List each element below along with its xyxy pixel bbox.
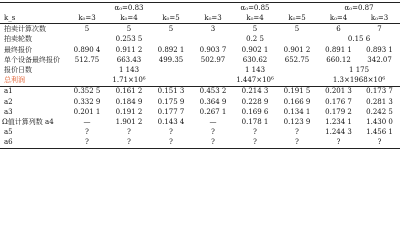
table-cell: 0.191 2 — [115, 107, 143, 116]
table-cell: 0.911 2 — [115, 45, 143, 54]
row-index: a6 — [0, 137, 66, 148]
table-cell: 7 — [359, 24, 400, 35]
table-cell: ? — [253, 128, 257, 137]
table-cell: ? — [211, 128, 215, 137]
table-row — [0, 35, 400, 45]
table-row — [0, 86, 400, 97]
table-cell: 3 — [192, 24, 234, 35]
table-cell: 5 — [66, 24, 108, 35]
table-cell: ? — [359, 137, 400, 148]
table-cell: 663.43 — [116, 55, 142, 64]
table-cell: 0.134 1 — [283, 107, 311, 116]
table-cell: 1.71×10⁶ — [66, 75, 192, 86]
table-cell: 1 175 — [349, 66, 370, 75]
table-cell: 512.75 — [74, 55, 100, 64]
table-cell: 1.244 3 — [325, 128, 352, 137]
table-row — [0, 65, 400, 75]
table-cell: ? — [85, 128, 89, 137]
group-label-text: Ω值计算列数 — [2, 117, 43, 126]
k-header-row — [0, 13, 400, 24]
table-cell: ? — [66, 137, 108, 148]
table-cell: — — [83, 117, 91, 126]
k-header: k₀=5 — [162, 14, 180, 23]
table-cell: 0.267 1 — [199, 107, 227, 116]
table-cell: 5 — [108, 24, 150, 35]
group-label — [0, 117, 66, 127]
table-cell: 0.214 3 — [241, 87, 269, 96]
table-cell: 5 — [150, 24, 192, 35]
k-header: k₀=3 — [78, 14, 96, 23]
table-cell: 0.175 9 — [157, 97, 185, 106]
k-header: k₀=4 — [329, 14, 348, 23]
table-cell: 0.893 1 — [366, 45, 393, 54]
table-cell: — — [209, 117, 217, 126]
table-cell: 1.430 0 — [366, 117, 393, 126]
table-cell: 5 — [234, 24, 276, 35]
table-cell: 0.228 9 — [241, 97, 269, 106]
alpha-header: α₀=0.85 — [192, 3, 318, 14]
table-cell: 0.179 2 — [325, 107, 352, 116]
table-row — [0, 137, 400, 148]
table-cell: 652.75 — [284, 55, 310, 64]
row-index: a4 — [45, 117, 54, 126]
table-cell: ? — [127, 128, 131, 137]
table-cell: 0.143 4 — [157, 117, 185, 126]
k-header: k₀=3 — [370, 14, 389, 23]
table-cell: ? — [169, 128, 173, 137]
table-cell: 0.201 3 — [325, 87, 352, 96]
row-index: a2 — [4, 97, 13, 106]
table-cell: 1 143 — [245, 66, 266, 75]
row-index: a5 — [4, 128, 13, 137]
table-cell: 0.2 5 — [246, 35, 264, 44]
table-cell: ? — [234, 137, 276, 148]
row-label: 总利润 — [0, 75, 66, 86]
table-cell: 0.892 1 — [157, 45, 185, 54]
table-cell: 0.253 5 — [115, 35, 143, 44]
table-cell: 0.281 3 — [366, 97, 393, 106]
table-cell: ? — [276, 137, 318, 148]
row-index: a3 — [4, 107, 13, 116]
table-cell: 1 143 — [118, 66, 140, 75]
table-cell: 1.447×10⁶ — [192, 75, 318, 86]
table-row — [0, 24, 400, 35]
table-cell: 660.12 — [326, 55, 351, 64]
table-cell: ? — [108, 137, 150, 148]
table-cell: 0.201 1 — [73, 107, 101, 116]
table-cell: 0.902 1 — [241, 45, 269, 54]
alpha-header-row — [0, 3, 400, 14]
table-cell: 0.890 4 — [73, 45, 101, 54]
k-header: k₀=3 — [204, 14, 222, 23]
table-cell: 502.97 — [200, 55, 226, 64]
table-row — [0, 45, 400, 55]
table-cell: 0.161 2 — [115, 87, 143, 96]
auction-results-table — [0, 2, 400, 149]
k-header: k₀=4 — [120, 14, 138, 23]
table-cell: ? — [318, 137, 359, 148]
row-label: 报价日数 — [4, 66, 32, 75]
table-cell: 0.903 7 — [199, 45, 227, 54]
table-cell: ? — [295, 128, 299, 137]
table-cell: 1.901 2 — [115, 117, 143, 126]
table-cell: 0.891 1 — [325, 45, 352, 54]
table-cell: 0.184 9 — [115, 97, 143, 106]
table-cell: 0.364 9 — [199, 97, 227, 106]
k-header: k₀=5 — [288, 14, 306, 23]
table-cell: 0.169 6 — [241, 107, 269, 116]
alpha-header: α₀=0.83 — [66, 3, 192, 14]
table-row — [0, 97, 400, 107]
row-index: a1 — [4, 87, 13, 96]
table-row — [0, 75, 400, 86]
first-col-header: k_s — [4, 14, 16, 23]
table-cell: 0.123 9 — [283, 117, 311, 126]
table-cell: 0.191 5 — [283, 87, 311, 96]
table-cell: 499.35 — [158, 55, 184, 64]
table-cell: 0.242 5 — [366, 107, 393, 116]
table-row — [0, 127, 400, 137]
table-cell: 6 — [318, 24, 359, 35]
table-cell: 1.3×1968×10⁶ — [318, 75, 400, 86]
table-cell: 1.234 1 — [325, 117, 352, 126]
table-row — [0, 55, 400, 65]
table-cell: 1.456 1 — [366, 128, 393, 137]
table-cell: 0.176 7 — [325, 97, 352, 106]
k-header: k₀=4 — [246, 14, 264, 23]
table-cell: 0.332 9 — [73, 97, 101, 106]
table-cell: 0.453 2 — [199, 87, 227, 96]
table-cell: 342.07 — [367, 55, 392, 64]
table-row — [0, 107, 400, 117]
row-label: 拍卖计算次数 — [0, 24, 66, 35]
table-cell: 0.15 6 — [347, 35, 371, 44]
table-cell: 0.352 5 — [73, 87, 101, 96]
table-cell: 0.178 1 — [241, 117, 269, 126]
table-cell: 0.901 2 — [283, 45, 311, 54]
table-cell: ? — [192, 137, 234, 148]
row-label: 最终报价 — [4, 45, 32, 54]
table-cell: 0.173 7 — [366, 87, 393, 96]
table-row — [0, 117, 400, 127]
row-label: 拍卖轮数 — [4, 35, 32, 44]
table-cell: 0.177 7 — [157, 107, 185, 116]
row-label: 单个设备最终报价 — [4, 55, 60, 64]
table-cell: 0.151 3 — [157, 87, 185, 96]
table-cell: 5 — [276, 24, 318, 35]
alpha-header: α₀=0.87 — [318, 3, 400, 14]
table-cell: 630.62 — [242, 55, 268, 64]
table-cell: ? — [150, 137, 192, 148]
table-cell: 0.166 9 — [283, 97, 311, 106]
